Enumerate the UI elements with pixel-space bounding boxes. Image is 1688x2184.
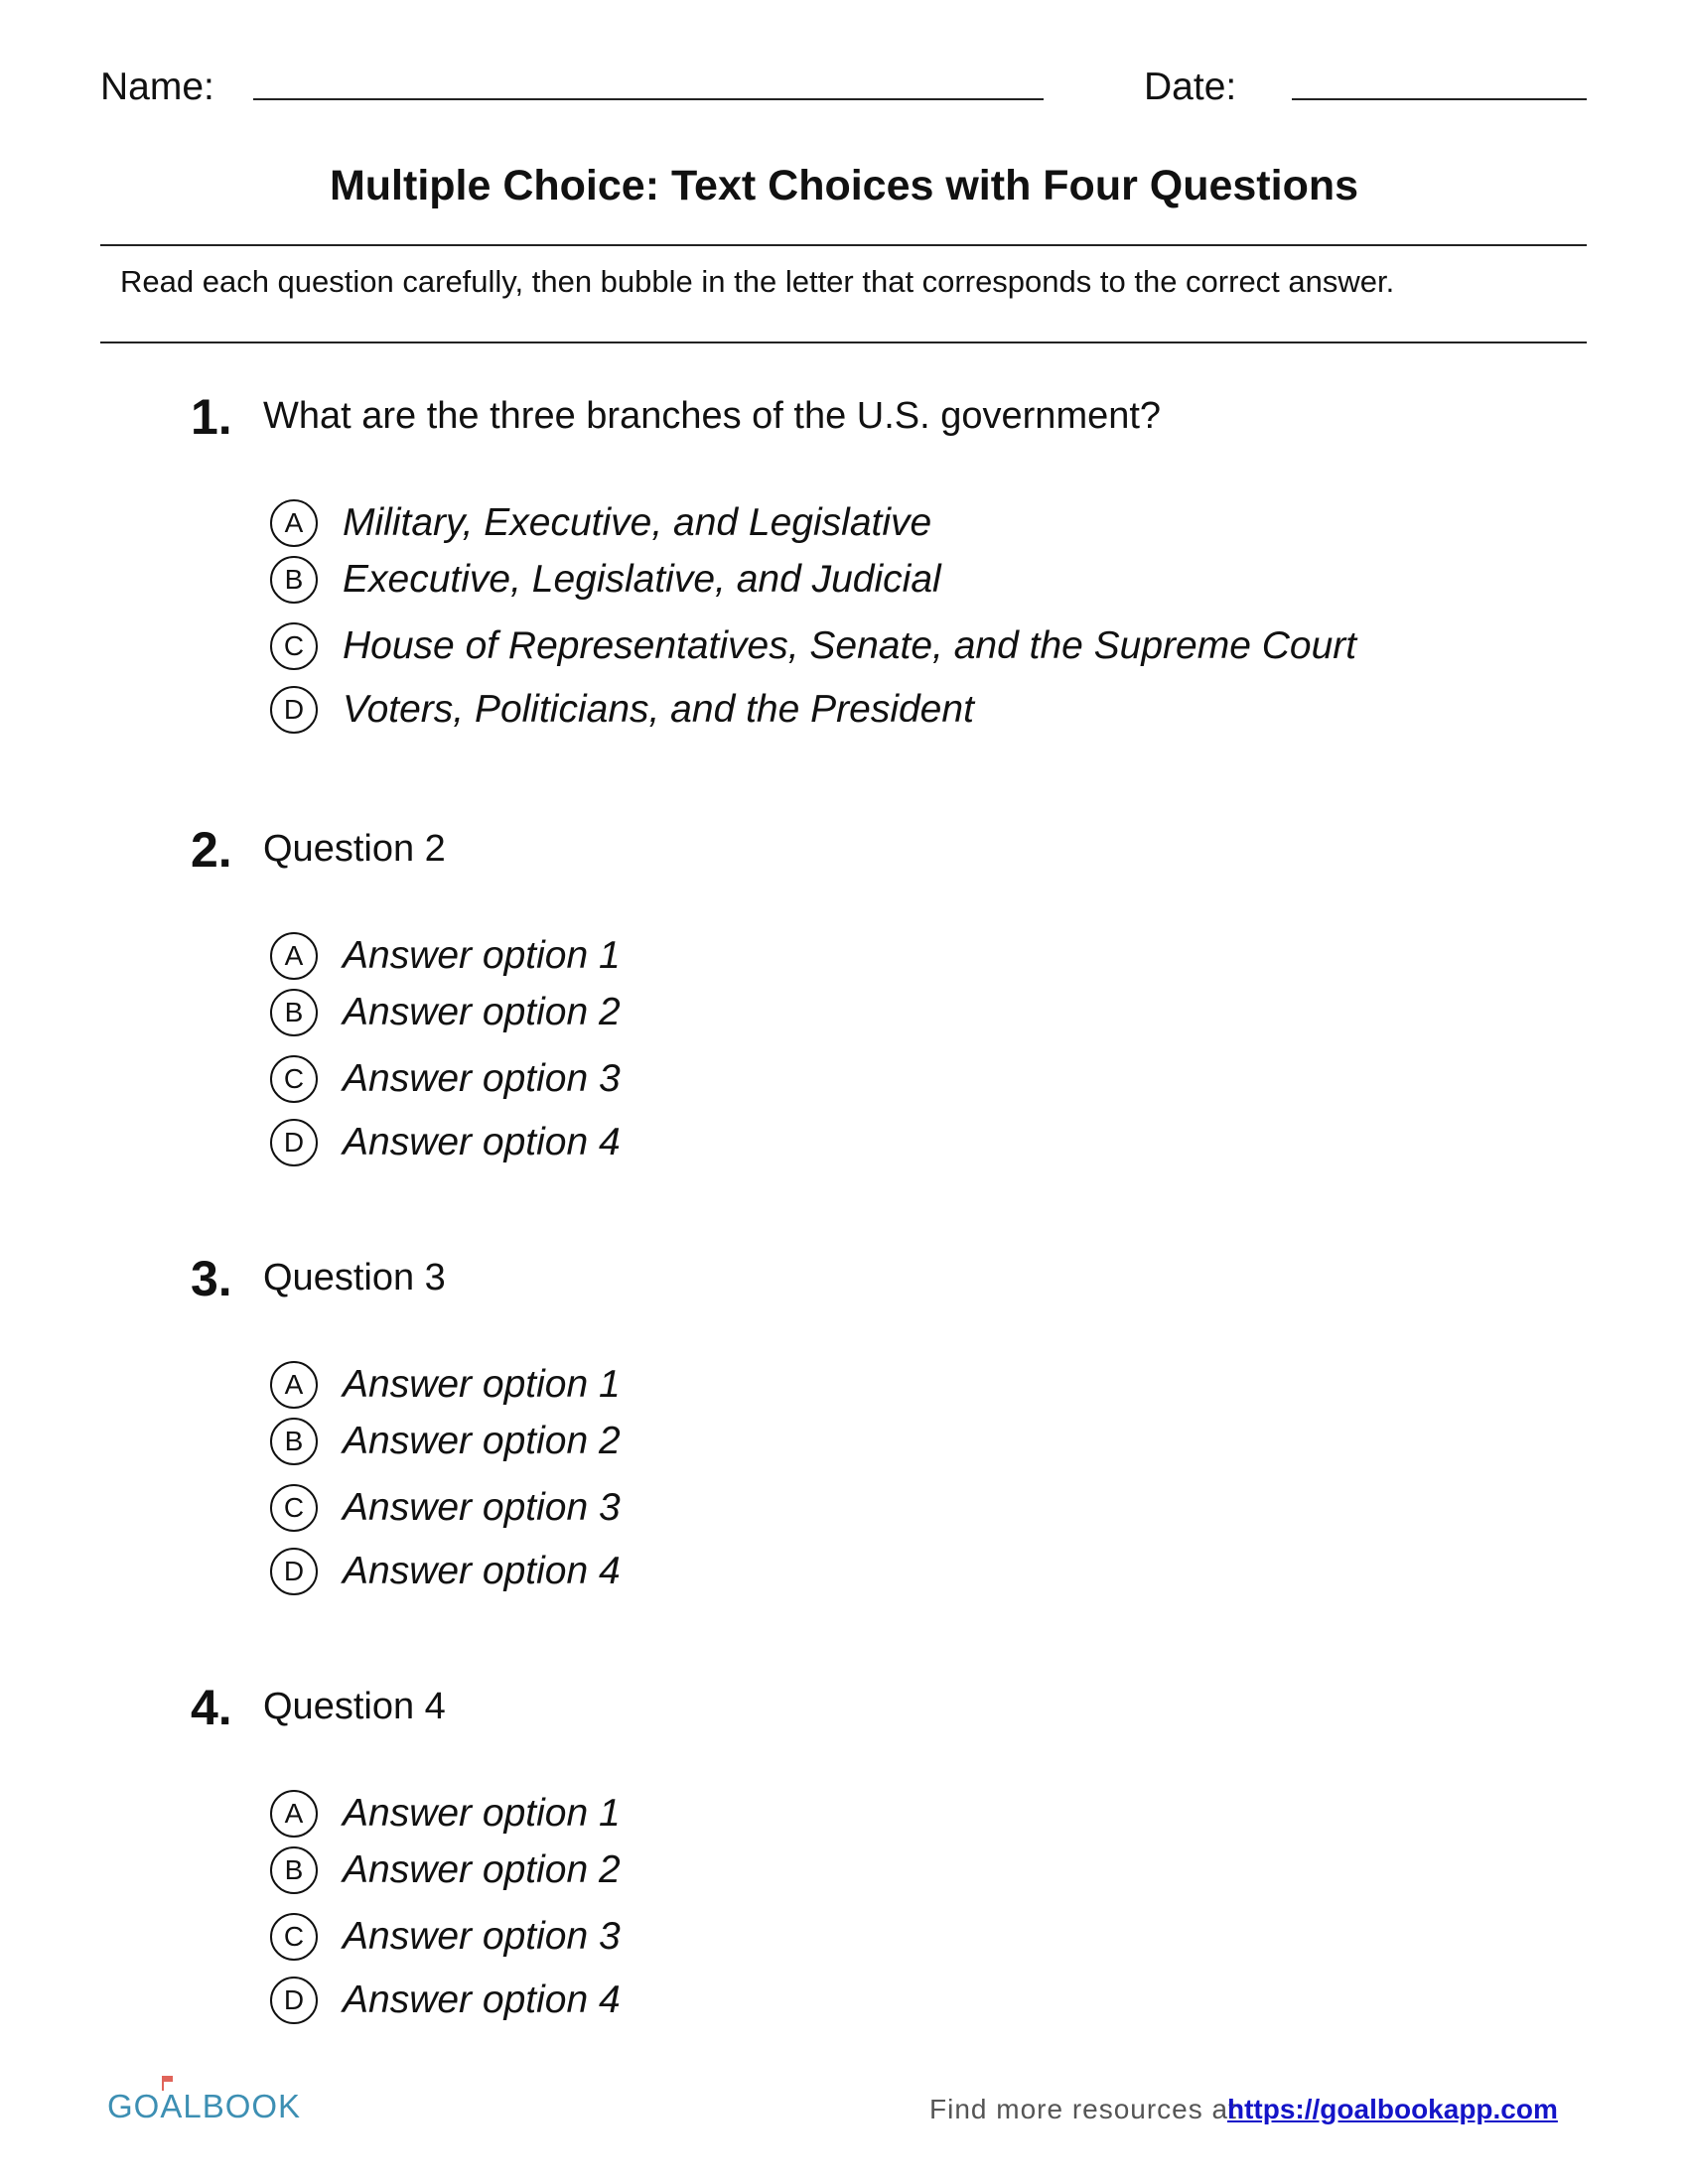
- question-number: 2.: [191, 822, 232, 878]
- name-field[interactable]: [253, 98, 1044, 100]
- answer-option-d[interactable]: [270, 1974, 1462, 2029]
- question-text: Question 3: [263, 1257, 446, 1298]
- question-number: 4.: [191, 1680, 232, 1735]
- bubble-a[interactable]: A: [270, 1790, 318, 1838]
- option-text: Answer option 2: [343, 1420, 621, 1462]
- answer-option-c[interactable]: [270, 1481, 1462, 1537]
- bubble-d[interactable]: D: [270, 686, 318, 734]
- date-label: Date:: [1144, 66, 1237, 108]
- option-text: Answer option 4: [343, 1979, 621, 2021]
- bubble-a[interactable]: A: [270, 932, 318, 980]
- name-label: Name:: [100, 66, 214, 108]
- bubble-b[interactable]: B: [270, 1846, 318, 1894]
- option-text: Answer option 3: [343, 1486, 621, 1529]
- question-4: [0, 1680, 1688, 2097]
- answer-option-b[interactable]: [270, 553, 1462, 609]
- question-1: [0, 389, 1688, 806]
- option-text: Answer option 3: [343, 1057, 621, 1100]
- option-text: Answer option 1: [343, 1792, 621, 1835]
- question-number: 3.: [191, 1251, 232, 1306]
- option-text: Answer option 1: [343, 1363, 621, 1406]
- option-text: Executive, Legislative, and Judicial: [343, 558, 941, 601]
- answer-option-d[interactable]: [270, 683, 1462, 739]
- option-text: Military, Executive, and Legislative: [343, 501, 932, 544]
- answer-option-c[interactable]: [270, 1910, 1462, 1966]
- date-field[interactable]: [1292, 98, 1587, 100]
- option-text: Answer option 2: [343, 1848, 621, 1891]
- answer-option-a[interactable]: [270, 496, 1462, 552]
- answer-option-d[interactable]: [270, 1545, 1462, 1600]
- answer-option-a[interactable]: [270, 1358, 1462, 1414]
- option-text: House of Representatives, Senate, and the Supreme Court: [343, 624, 1357, 667]
- page-title: Multiple Choice: Text Choices with Four Questions: [329, 162, 1359, 209]
- bubble-b[interactable]: B: [270, 556, 318, 604]
- option-text: Answer option 1: [343, 934, 621, 977]
- bubble-c[interactable]: C: [270, 1055, 318, 1103]
- bubble-d[interactable]: D: [270, 1119, 318, 1166]
- option-text: Answer option 4: [343, 1550, 621, 1592]
- answer-option-b[interactable]: [270, 986, 1462, 1041]
- logo-wordmark: GOALBOOK: [107, 2088, 302, 2124]
- bubble-c[interactable]: C: [270, 622, 318, 670]
- bubble-c[interactable]: C: [270, 1484, 318, 1532]
- answer-option-a[interactable]: [270, 929, 1462, 985]
- question-text: What are the three branches of the U.S. government?: [263, 395, 1162, 437]
- answer-option-a[interactable]: [270, 1787, 1462, 1843]
- bubble-a[interactable]: A: [270, 1361, 318, 1409]
- answer-option-b[interactable]: [270, 1843, 1462, 1899]
- answer-option-d[interactable]: [270, 1116, 1462, 1171]
- goalbook-logo: [107, 2075, 302, 2130]
- divider: [100, 244, 1587, 246]
- bubble-b[interactable]: B: [270, 1418, 318, 1465]
- footer-resources-text: Find more resources at: [929, 2094, 1237, 2124]
- bubble-d[interactable]: D: [270, 1548, 318, 1595]
- question-number: 1.: [191, 389, 232, 445]
- answer-option-c[interactable]: [270, 1052, 1462, 1108]
- divider: [100, 341, 1587, 343]
- bubble-c[interactable]: C: [270, 1913, 318, 1961]
- answer-option-b[interactable]: [270, 1415, 1462, 1470]
- option-text: Answer option 2: [343, 991, 621, 1033]
- bubble-a[interactable]: A: [270, 499, 318, 547]
- bubble-b[interactable]: B: [270, 989, 318, 1036]
- goalbook-link[interactable]: https://goalbookapp.com: [1227, 2094, 1558, 2124]
- question-text: Question 4: [263, 1686, 446, 1727]
- option-text: Voters, Politicians, and the President: [343, 688, 974, 731]
- bubble-d[interactable]: D: [270, 1977, 318, 2024]
- option-text: Answer option 3: [343, 1915, 621, 1958]
- question-2: [0, 822, 1688, 1239]
- option-text: Answer option 4: [343, 1121, 621, 1163]
- answer-option-c[interactable]: [270, 619, 1462, 675]
- instructions: Read each question carefully, then bubble in the letter that corresponds to the correct answer.: [120, 264, 1395, 299]
- question-text: Question 2: [263, 828, 446, 870]
- question-3: [0, 1251, 1688, 1668]
